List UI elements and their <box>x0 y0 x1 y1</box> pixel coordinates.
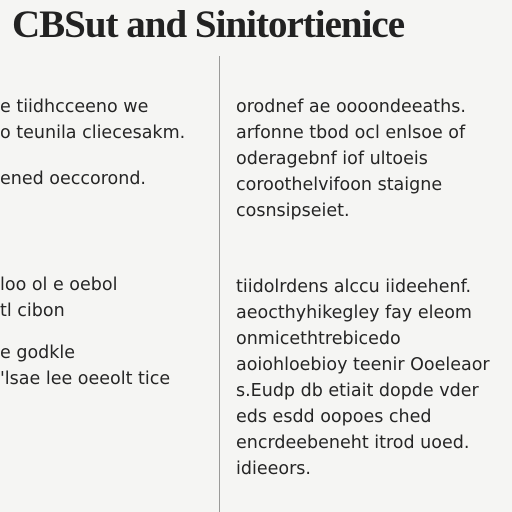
text-line: idieeors. <box>236 459 311 479</box>
right-column <box>236 94 512 482</box>
text-line: eds esdd oopoes ched <box>236 407 432 427</box>
text-line: s.Eudp db etiait dopde vder <box>236 381 479 401</box>
text-line: o teunila cliecesakm. <box>0 123 186 143</box>
text-line: encrdeebeneht itrod uoed. <box>236 433 470 453</box>
text-line: e tiidhcceeno we <box>0 97 149 117</box>
paragraph <box>236 94 512 224</box>
text-line: ened oeccorond. <box>0 169 146 189</box>
text-line: aoiohloebioy teenir Ooeleaor <box>236 355 490 375</box>
column-divider <box>219 56 220 512</box>
paragraph <box>0 166 212 192</box>
text-line: coroothelvifoon staigne <box>236 175 443 195</box>
left-column <box>0 94 212 392</box>
text-line: onmicethtrebicedo <box>236 329 401 349</box>
text-line: 'lsae lee oeeolt tice <box>0 369 171 389</box>
text-line: tiidolrdens alccu iideehenf. <box>236 277 472 297</box>
text-line: orodnef ae oooondeeaths. <box>236 97 466 117</box>
text-line: loo ol e oebol <box>0 275 118 295</box>
paragraph <box>0 94 212 146</box>
text-line: arfonne tbod ocl enlsoe of <box>236 123 466 143</box>
paragraph <box>236 274 512 482</box>
text-line: tl cibon <box>0 301 65 321</box>
paragraph <box>0 272 212 324</box>
text-line: e godkle <box>0 343 76 363</box>
paragraph <box>0 340 212 392</box>
text-line: aeocthyhikegley fay eleom <box>236 303 472 323</box>
text-line: cosnsipseiet. <box>236 201 350 221</box>
text-line: oderagebnf iof ultoeis <box>236 149 428 169</box>
document-title: CBSut and Sinitortienice <box>12 3 405 46</box>
